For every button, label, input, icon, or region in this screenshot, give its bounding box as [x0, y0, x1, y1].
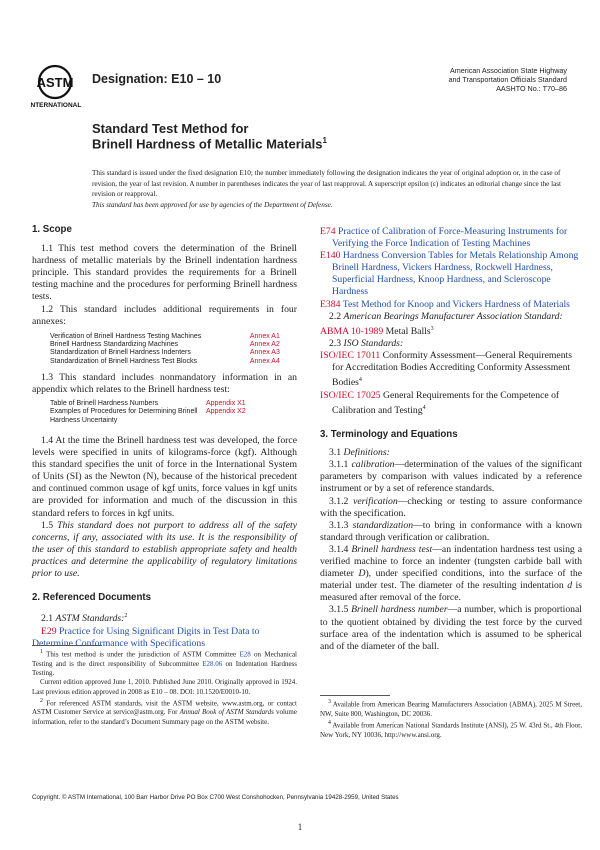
- appendix-row: Table of Brinell Hardness Numbers Appendix X1: [50, 400, 290, 408]
- footnote-3: $^3$ Available from American Bearing Manufacturers Association (ABMA), 2025 M Street, NW, Suite 800, Washington, DC 20036.: [320, 699, 582, 718]
- page-number: 1: [297, 822, 303, 832]
- para-2-3: 2.3 ISO Standards:: [329, 338, 404, 350]
- astm-logo: [31, 64, 83, 110]
- appendix-link[interactable]: Appendix X1: [206, 400, 246, 408]
- footnote-1: $^1$ This test method is under the jurisdiction of ASTM Committee E28 on Mechanical Testing and is the direct responsibility of Subcommittee E28.06 on Indentation Hardness Testing.: [32, 649, 297, 677]
- annex-link[interactable]: Annex A1: [249, 332, 280, 340]
- section-heading-references: 2. Referenced Documents: [32, 592, 151, 604]
- para-1-4: 1.4 At the time the Brinell hardness test was developed, the force levels were specified in units of kilograms-force (kgf). Although this standard specifies the unit of force in the International System of Units (SI) as the Newton (N), because of the historical precedent and continued common usage of kgf units, force values in kgf units are provided for information and much of the discussion in this standard refers to forces in kgf units.: [32, 435, 297, 519]
- copyright-line: Copyright. © ASTM International, 100 Barr Harbor Drive PO Box C700 West Conshohocken, Pennsylvania 19428-2959, United States: [32, 794, 399, 801]
- para-1-1: 1.1 This test method covers the determination of the Brinell hardness of metallic materials by the Brinell indentation hardness principle. This standard provides the requirements for a Brinell testing machine and the procedures for performing Brinell hardness tests.: [32, 243, 297, 303]
- def-standardization: 3.1.3 standardization—to bring in conformance with a known standard through verification or calibration.: [320, 519, 582, 543]
- footnotes-left: [32, 648, 297, 727]
- svg-text:ASTM: ASTM: [36, 75, 74, 90]
- def-brinell-number: 3.1.5 Brinell hardness number—a number, which is proportional to the quotient obtained by dividing the test force by the curved surface area of the indentation which is assumed to be spherical and of the diameter of the ball.: [320, 604, 582, 652]
- ref-e29-title[interactable]: Practice for Using Significant Digits in Test Data to Determine Conformance with Specifications: [32, 625, 260, 649]
- right-column: [320, 226, 582, 653]
- appendix-link[interactable]: Appendix X2: [206, 408, 246, 416]
- footnote-4: $^4$ Available from American National Standards Institute (ANSI), 25 W. 43rd St., 4th Floor, New York, NY 10036, http://www.ansi.org.: [320, 719, 582, 739]
- annex-link[interactable]: Annex A3: [249, 349, 280, 357]
- annex-link[interactable]: Annex A4: [249, 357, 280, 365]
- def-calibration: 3.1.1 calibration—determination of the values of the significant parameters by comparison with values indicated by a reference instrument or by a set of reference standards.: [320, 459, 582, 495]
- association-note: American Association State Highway and Transportation Officials Standard AASHTO No.: T70–86: [448, 66, 567, 93]
- footnote-1-edition: Current edition approved June 1, 2010. Published June 2010. Originally approved in 1924. Last previous edition approved in 2008 as E10 – 08. DOI: 10.1520/E0010-10.: [32, 678, 297, 696]
- approval-note: This standard has been approved for use by agencies of the Department of Defense.: [92, 201, 333, 209]
- ref-e29-code[interactable]: E29: [41, 625, 57, 637]
- section-heading-terminology: 3. Terminology and Equations: [320, 429, 458, 441]
- section-heading-scope: 1. Scope: [32, 224, 72, 235]
- def-brinell-test: 3.1.4 Brinell hardness test—an indentation hardness test using a verified machine to force an indenter (tungsten carbide ball with diameter D), under specified conditions, into the surface of the material under test. The diameter of the resulting indentation d is measured after removal of the force.: [320, 543, 583, 604]
- para-1-5: 1.5 This standard does not purport to address all of the safety concerns, if any, associated with its use. It is the responsibility of the user of this standard to establish appropriate safety and health practices and determine the applicability of regulatory limitations prior to use.: [32, 519, 298, 580]
- title-line-2: Brinell Hardness of Metallic Materials$^1$: [92, 136, 327, 152]
- ref-e384-title[interactable]: Test Method for Knoop and Vickers Hardness of Materials: [342, 298, 570, 310]
- ref-e384-code[interactable]: E384: [320, 298, 341, 310]
- issued-note: This standard is issued under the fixed designation E10; the number immediately following the designation indicates the year of original adoption or, in the case of revision, the year of last revision. A number in parentheses indicates the year of last reapproval. A superscript epsilon (ε) indicates an editorial change since the last revision or reapproval.: [92, 169, 562, 198]
- ref-abma-code[interactable]: ABMA 10-1989: [320, 325, 384, 337]
- footnote-2: $^2$ For referenced ASTM standards, visit the ASTM website, www.astm.org, or contact ASTM Customer Service at service@astm.org. For Annual Book of ASTM Standards volume information, refer to the standard’s Document Summary page on the ASTM website.: [32, 697, 297, 726]
- para-3-1: 3.1 Definitions:: [329, 447, 390, 459]
- ref-e140: [320, 250, 582, 298]
- appendix-row: Examples of Procedures for Determining Brinell Hardness Uncertainty Appendix X2: [50, 408, 290, 425]
- footnote-rule-right: [320, 695, 390, 696]
- footnote-rule-left: [32, 645, 102, 646]
- para-1-3: 1.3 This standard includes nonmandatory information in an appendix which relates to the Brinell hardness test:: [32, 371, 297, 396]
- ref-iso-17011-code[interactable]: ISO/IEC 17011: [320, 350, 381, 362]
- para-1-2: 1.2 This standard includes additional requirements in four annexes:: [32, 303, 297, 327]
- left-column: [32, 224, 297, 650]
- ref-e29: [32, 626, 297, 650]
- annex-link[interactable]: Annex A2: [249, 341, 280, 349]
- appendix-table: [50, 400, 290, 425]
- ref-abma: ABMA 10-1989 Metal Balls$^3$: [320, 325, 434, 337]
- annex-row: Standardization of Brinell Hardness Test Blocks Annex A4: [50, 358, 290, 366]
- ref-iso-17011: ISO/IEC 17011 Conformity Assessment—General Requirements for Accreditation Bodies Accrediting Conformity Assessment Bodies$^4$: [320, 350, 573, 389]
- subcommittee-e28-06-link[interactable]: E28.06: [202, 659, 223, 668]
- annex-row: Brinell Hardness Standardizing Machines Annex A2: [50, 341, 290, 349]
- svg-text:INTERNATIONAL: INTERNATIONAL: [31, 102, 82, 109]
- designation: Designation: E10 – 10: [92, 72, 222, 86]
- ref-e74: [320, 226, 582, 250]
- annex-table: [50, 333, 290, 366]
- para-2-2: 2.2 American Bearings Manufacturer Association Standard:: [329, 310, 563, 322]
- ref-e74-code[interactable]: E74: [320, 226, 336, 237]
- committee-e28-link[interactable]: E28: [239, 650, 251, 659]
- annex-row: Verification of Brinell Hardness Testing Machines Annex A1: [50, 333, 290, 341]
- def-verification: 3.1.2 verification—checking or testing to assure conformance with the specification.: [320, 495, 582, 519]
- ref-iso-17025: ISO/IEC 17025 General Requirements for the Competence of Calibration and Testing$^4$: [320, 389, 560, 417]
- footnotes-right: [320, 698, 582, 740]
- annex-row: Standardization of Brinell Hardness Indenters Annex A3: [50, 349, 290, 357]
- ref-iso-17025-code[interactable]: ISO/IEC 17025: [320, 389, 381, 401]
- para-2-1: 2.1 ASTM Standards:$^2$: [41, 613, 128, 625]
- ref-e384: [320, 299, 582, 311]
- ref-e74-title[interactable]: Practice of Calibration of Force-Measuring Instruments for Verifying the Force Indication of Testing Machines: [332, 226, 568, 250]
- ref-e140-code[interactable]: E140: [320, 250, 341, 262]
- ref-e140-title[interactable]: Hardness Conversion Tables for Metals Relationship Among Brinell Hardness, Vickers Hardness, Rockwell Hardness, Superficial Hardness, Knoop Hardness, and Scleroscope Hardness: [332, 250, 579, 298]
- title-line-1: Standard Test Method for: [92, 121, 249, 136]
